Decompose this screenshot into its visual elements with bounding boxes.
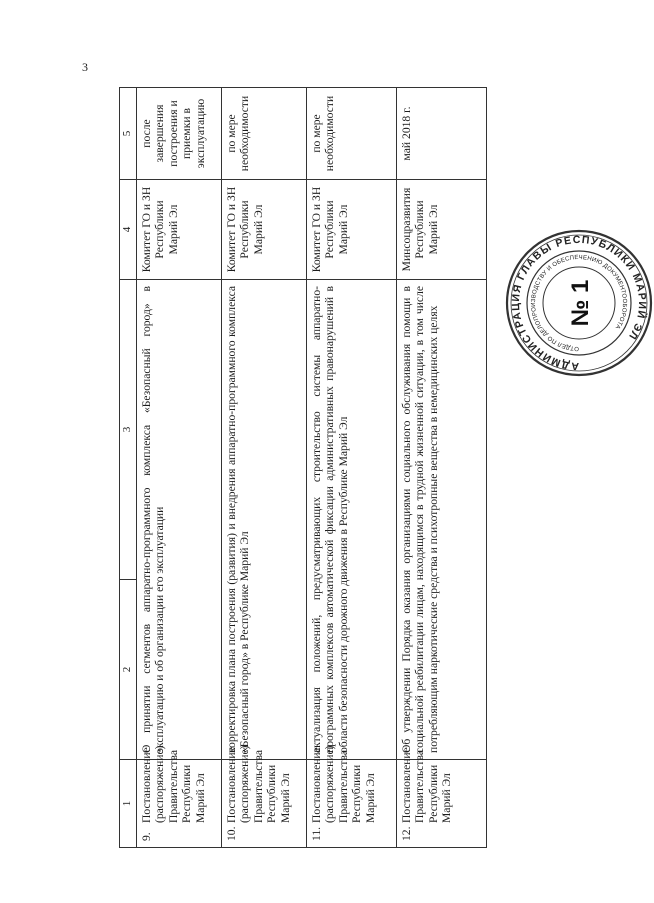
term-cell: по мере необходимости: [306, 88, 396, 180]
stamp-inner-text: ОТДЕЛ ПО ДЕЛОПРОИЗВОДСТВУ И ОБЕСПЕЧЕНИЮ ДОКУМЕНТООБОРОТА: [530, 254, 628, 352]
header-col-3: 3: [120, 280, 137, 580]
table-row: [221, 88, 306, 848]
responsible-cell: Комитет ГО и ЗН Республики Марий Эл: [306, 180, 396, 280]
table-row: [396, 88, 486, 848]
row-number: 12.: [399, 826, 413, 841]
doc-type: Постановление (распоряжение) Правительства Республики Марий Эл: [139, 745, 207, 823]
measures-table: [119, 87, 487, 848]
row-12-doc-cell: [396, 747, 486, 848]
row-number: 11.: [309, 826, 323, 841]
doc-type: Постановление (распоряжение) Правительства Республики Марий Эл: [224, 745, 292, 823]
doc-type: Постановление Правительства Республики Марий Эл: [399, 747, 454, 823]
responsible-cell: Комитет ГО и ЗН Республики Марий Эл: [221, 180, 306, 280]
row-number: 10.: [224, 826, 238, 841]
header-col-2: 2: [120, 580, 137, 760]
header-col-5: 5: [120, 88, 137, 180]
table-row: [136, 88, 221, 848]
responsible-cell: Комитет ГО и ЗН Республики Марий Эл: [136, 180, 221, 280]
header-col-4: 4: [120, 180, 137, 280]
term-cell: май 2018 г.: [396, 88, 486, 180]
header-row: [120, 88, 137, 848]
stamp-center-number: № 1: [567, 279, 594, 327]
row-11-doc-cell: [306, 745, 396, 848]
term-cell: по мере необходимости: [221, 88, 306, 180]
description-cell: Об утверждении Порядка оказания организациями социального обслуживания помощи в социальной реабилитации лицам, находящимся в трудной жизненной ситуации, в том числе потребляющим наркотические средства и психотропные вещества в немедицинских целях: [396, 280, 486, 760]
table-row: [306, 88, 396, 848]
responsible-cell: Минсоцразвития Республики Марий Эл: [396, 180, 486, 280]
official-stamp: [504, 228, 654, 378]
stamp-outer-text: АДМИНИСТРАЦИЯ ГЛАВЫ РЕСПУБЛИКИ МАРИЙ ЭЛ: [509, 233, 649, 373]
row-10-doc-cell: [221, 745, 306, 848]
rotated-table-container: [119, 88, 649, 848]
doc-type: Постановление (распоряжение) Правительства Республики Марий Эл: [309, 745, 377, 823]
description-cell: О принятии сегментов аппаратно-программного комплекса «Безопасный город» в эксплуатацию и об организации его эксплуатации: [136, 280, 221, 760]
term-cell: после завершения построения и приемки в эксплуатацию: [136, 88, 221, 180]
row-9-doc-cell: [136, 745, 221, 848]
page-number: 3: [82, 60, 88, 74]
row-number: 9.: [139, 832, 153, 841]
header-col-1: 1: [120, 760, 137, 848]
description-cell: актуализация положений, предусматривающих строительство системы аппаратно-программных комплексов автоматической фиксации административных правонарушений в области безопасности дорожного движения в Республике Марий Эл: [306, 280, 396, 760]
description-cell: корректировка плана построения (развития) и внедрения аппаратно-программного комплекса «Безопасный город» в Республике Марий Эл: [221, 280, 306, 760]
